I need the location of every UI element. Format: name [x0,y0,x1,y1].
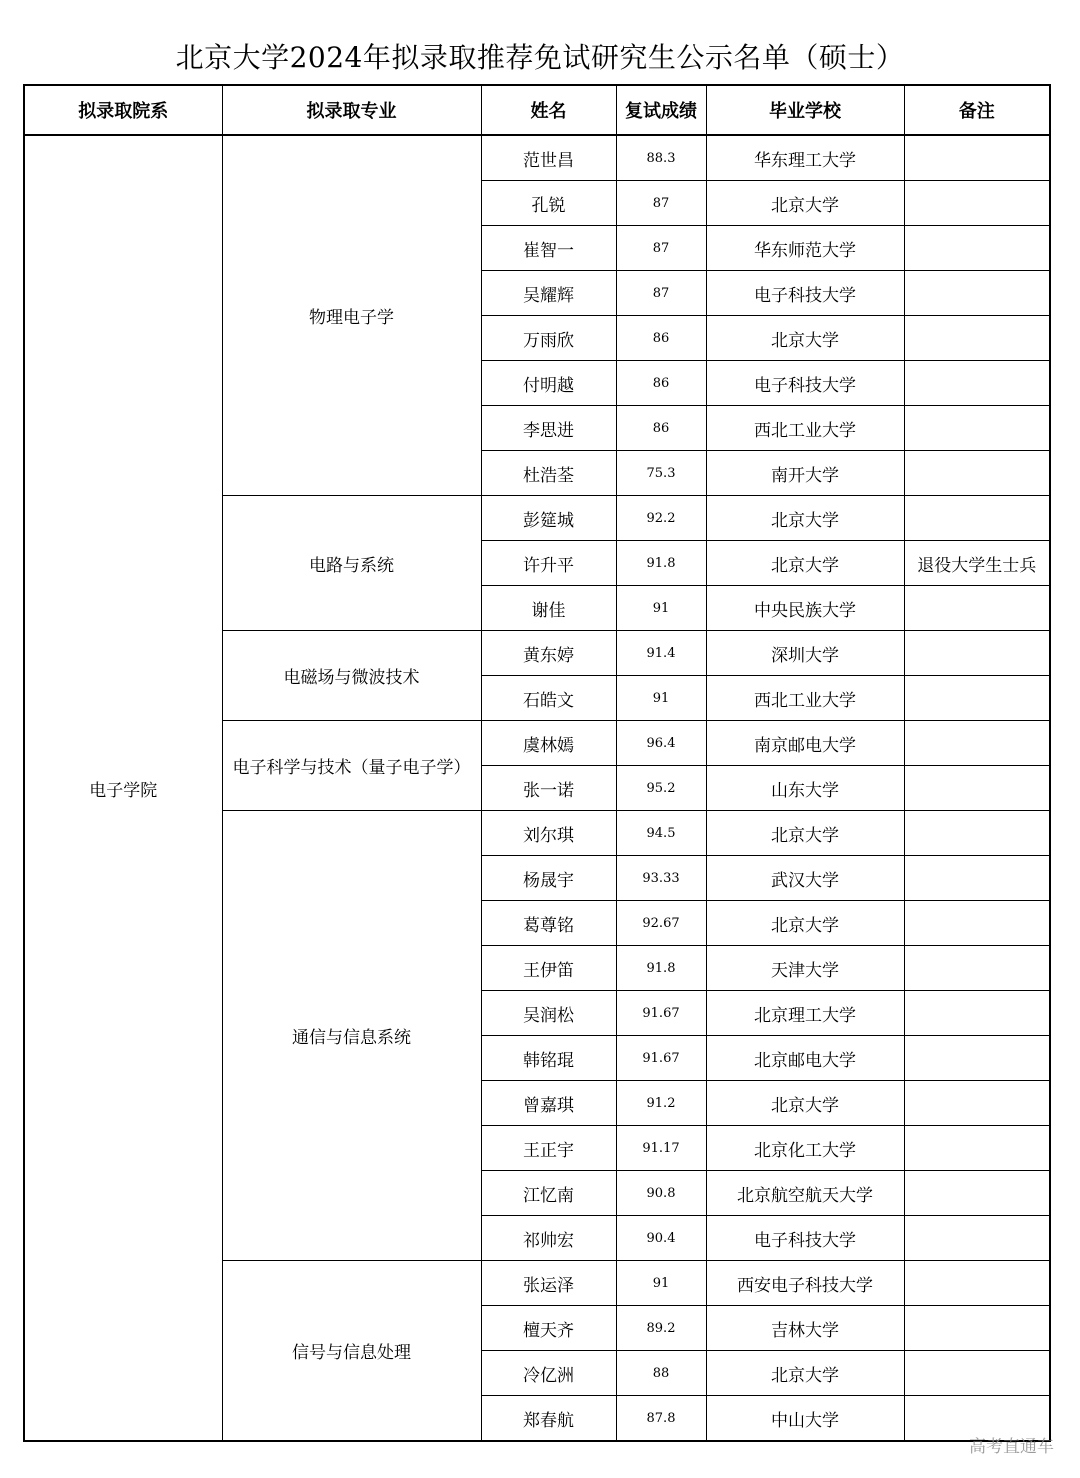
note-cell [904,631,1050,676]
name-cell: 黄东婷 [481,631,616,676]
name-cell: 虞林嫣 [481,721,616,766]
name-cell: 吴耀辉 [481,271,616,316]
note-cell [904,1036,1050,1081]
note-cell [904,181,1050,226]
name-cell: 曾嘉琪 [481,1081,616,1126]
school-cell: 北京大学 [706,181,904,226]
name-cell: 王正宇 [481,1126,616,1171]
header-score: 复试成绩 [616,85,706,135]
table-header-row [24,85,1050,135]
score-cell: 95.2 [616,766,706,811]
score-cell: 87 [616,226,706,271]
name-cell: 谢佳 [481,586,616,631]
note-cell [904,1216,1050,1261]
school-cell: 北京大学 [706,496,904,541]
name-cell: 许升平 [481,541,616,586]
score-cell: 90.4 [616,1216,706,1261]
score-cell: 92.67 [616,901,706,946]
score-cell: 86 [616,406,706,451]
school-cell: 深圳大学 [706,631,904,676]
name-cell: 郑春航 [481,1396,616,1442]
major-cell: 电磁场与微波技术 [222,631,481,721]
score-cell: 87 [616,181,706,226]
score-cell: 91.17 [616,1126,706,1171]
header-name: 姓名 [481,85,616,135]
name-cell: 崔智一 [481,226,616,271]
school-cell: 华东理工大学 [706,135,904,181]
note-cell [904,316,1050,361]
note-cell [904,676,1050,721]
school-cell: 北京大学 [706,1351,904,1396]
table-body [24,135,1050,1441]
major-cell: 通信与信息系统 [222,811,481,1261]
score-cell: 91 [616,1261,706,1306]
major-cell: 电子科学与技术（量子电子学） [222,721,481,811]
score-cell: 91.4 [616,631,706,676]
school-cell: 北京大学 [706,316,904,361]
header-department: 拟录取院系 [24,85,222,135]
score-cell: 92.2 [616,496,706,541]
school-cell: 北京理工大学 [706,991,904,1036]
note-cell: 退役大学生士兵 [904,541,1050,586]
school-cell: 电子科技大学 [706,1216,904,1261]
note-cell [904,271,1050,316]
score-cell: 86 [616,316,706,361]
note-cell [904,856,1050,901]
note-cell [904,991,1050,1036]
note-cell [904,766,1050,811]
major-cell: 电路与系统 [222,496,481,631]
school-cell: 山东大学 [706,766,904,811]
note-cell [904,406,1050,451]
name-cell: 吴润松 [481,991,616,1036]
school-cell: 南开大学 [706,451,904,496]
score-cell: 91.67 [616,991,706,1036]
name-cell: 万雨欣 [481,316,616,361]
score-cell: 88 [616,1351,706,1396]
note-cell [904,1351,1050,1396]
name-cell: 王伊笛 [481,946,616,991]
score-cell: 90.8 [616,1171,706,1216]
header-note: 备注 [904,85,1050,135]
school-cell: 电子科技大学 [706,271,904,316]
name-cell: 张运泽 [481,1261,616,1306]
note-cell [904,586,1050,631]
school-cell: 西北工业大学 [706,676,904,721]
school-cell: 西安电子科技大学 [706,1261,904,1306]
name-cell: 江忆南 [481,1171,616,1216]
watermark: 高考直通车 [969,1437,1054,1457]
note-cell [904,226,1050,271]
score-cell: 91.67 [616,1036,706,1081]
name-cell: 冷亿洲 [481,1351,616,1396]
note-cell [904,451,1050,496]
school-cell: 天津大学 [706,946,904,991]
header-school: 毕业学校 [706,85,904,135]
school-cell: 中央民族大学 [706,586,904,631]
name-cell: 韩铭琨 [481,1036,616,1081]
school-cell: 北京大学 [706,901,904,946]
note-cell [904,901,1050,946]
header-major: 拟录取专业 [222,85,481,135]
score-cell: 89.2 [616,1306,706,1351]
name-cell: 孔锐 [481,181,616,226]
page-title: 北京大学2024年拟录取推荐免试研究生公示名单（硕士） [175,41,905,74]
department-cell: 电子学院 [24,135,222,1441]
name-cell: 石皓文 [481,676,616,721]
note-cell [904,361,1050,406]
admission-table [23,84,1051,1442]
school-cell: 中山大学 [706,1396,904,1442]
name-cell: 祁帅宏 [481,1216,616,1261]
score-cell: 91 [616,586,706,631]
name-cell: 檀天齐 [481,1306,616,1351]
school-cell: 吉林大学 [706,1306,904,1351]
score-cell: 87 [616,271,706,316]
name-cell: 张一诺 [481,766,616,811]
school-cell: 武汉大学 [706,856,904,901]
score-cell: 91.2 [616,1081,706,1126]
score-cell: 96.4 [616,721,706,766]
school-cell: 北京化工大学 [706,1126,904,1171]
note-cell [904,135,1050,181]
school-cell: 西北工业大学 [706,406,904,451]
school-cell: 北京邮电大学 [706,1036,904,1081]
score-cell: 86 [616,361,706,406]
school-cell: 北京大学 [706,811,904,856]
name-cell: 杨晟宇 [481,856,616,901]
table-row [24,135,1050,181]
score-cell: 91 [616,676,706,721]
score-cell: 91.8 [616,541,706,586]
name-cell: 范世昌 [481,135,616,181]
name-cell: 彭筵城 [481,496,616,541]
note-cell [904,496,1050,541]
school-cell: 南京邮电大学 [706,721,904,766]
score-cell: 88.3 [616,135,706,181]
school-cell: 北京航空航天大学 [706,1171,904,1216]
note-cell [904,1306,1050,1351]
note-cell [904,721,1050,766]
note-cell [904,1126,1050,1171]
score-cell: 93.33 [616,856,706,901]
note-cell [904,1081,1050,1126]
score-cell: 94.5 [616,811,706,856]
note-cell [904,811,1050,856]
name-cell: 刘尔琪 [481,811,616,856]
school-cell: 电子科技大学 [706,361,904,406]
score-cell: 87.8 [616,1396,706,1442]
school-cell: 北京大学 [706,541,904,586]
major-cell: 信号与信息处理 [222,1261,481,1442]
major-cell: 物理电子学 [222,135,481,496]
name-cell: 葛尊铭 [481,901,616,946]
name-cell: 李思进 [481,406,616,451]
school-cell: 北京大学 [706,1081,904,1126]
note-cell [904,1261,1050,1306]
score-cell: 91.8 [616,946,706,991]
name-cell: 付明越 [481,361,616,406]
school-cell: 华东师范大学 [706,226,904,271]
score-cell: 75.3 [616,451,706,496]
note-cell [904,946,1050,991]
name-cell: 杜浩荃 [481,451,616,496]
note-cell [904,1171,1050,1216]
